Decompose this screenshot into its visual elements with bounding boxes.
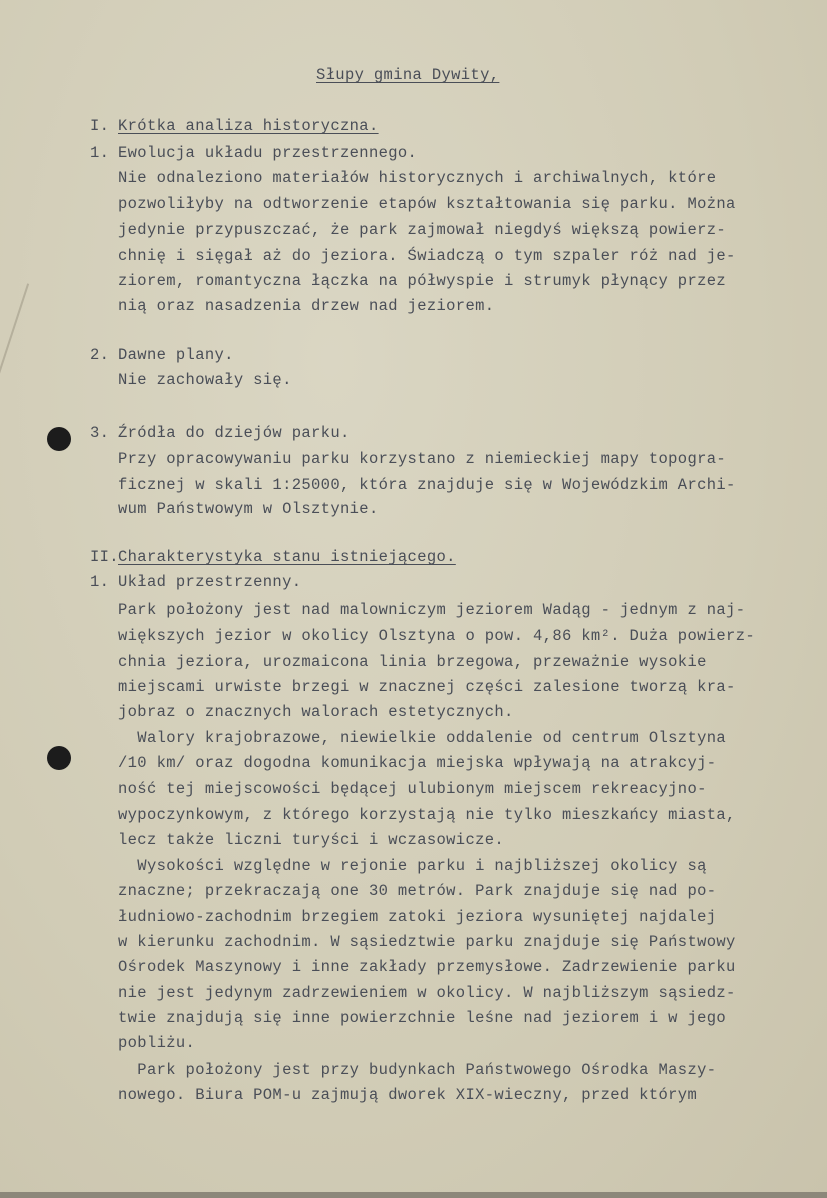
section-2-heading: Charakterystyka stanu istniejącego. <box>118 548 456 566</box>
item-1-3-number: 3. <box>90 424 110 442</box>
section-2-number: II. <box>90 548 119 566</box>
paragraph-line: Park położony jest nad malowniczym jeziorem Wadąg - jednym z naj- <box>118 601 746 619</box>
section-1-number: I. <box>90 117 110 135</box>
paragraph-line: Ośrodek Maszynowy i inne zakłady przemysłowe. Zadrzewienie parku <box>118 958 736 976</box>
item-1-1-number: 1. <box>90 144 110 162</box>
paragraph-line: wypoczynkowym, z którego korzystają nie tylko mieszkańcy miasta, <box>118 806 736 824</box>
paragraph-line: ność tej miejscowości będącej ulubionym miejscem rekreacyjno- <box>118 780 707 798</box>
paragraph-line: pobliżu. <box>118 1034 196 1052</box>
item-1-2-heading: Dawne plany. <box>118 346 234 364</box>
paragraph-line: chnia jeziora, urozmaicona linia brzegowa, przeważnie wysokie <box>118 653 707 671</box>
paragraph-line: /10 km/ oraz dogodna komunikacja miejska wpływają na atrakcyj- <box>118 754 717 772</box>
paragraph-line: nią oraz nasadzenia drzew nad jeziorem. <box>118 297 495 315</box>
paragraph-line: większych jezior w okolicy Olsztyna o pow. 4,86 km². Duża powierz- <box>118 627 755 645</box>
paragraph-line: nowego. Biura POM-u zajmują dworek XIX-wieczny, przed którym <box>118 1086 698 1104</box>
paragraph-line: jobraz o znacznych walorach estetycznych. <box>118 703 514 721</box>
paragraph-line: Nie odnaleziono materiałów historycznych i archiwalnych, które <box>118 169 717 187</box>
item-1-2-number: 2. <box>90 346 110 364</box>
page-edge <box>0 1192 827 1198</box>
paragraph-line: Przy opracowywaniu parku korzystano z niemieckiej mapy topogra- <box>118 450 727 468</box>
paper-crease <box>0 283 29 426</box>
paragraph-line: nie jest jedynym zadrzewieniem w okolicy. W najbliższym sąsiedz- <box>118 984 736 1002</box>
item-2-1-number: 1. <box>90 573 110 591</box>
section-1-heading: Krótka analiza historyczna. <box>118 117 379 135</box>
paragraph-line: Nie zachowały się. <box>118 371 292 389</box>
paragraph-line: ziorem, romantyczna łączka na półwyspie i strumyk płynący przez <box>118 272 727 290</box>
item-1-3-heading: Źródła do dziejów parku. <box>118 424 350 442</box>
paragraph-line: ficznej w skali 1:25000, która znajduje się w Wojewódzkim Archi- <box>118 476 736 494</box>
paragraph-line: Park położony jest przy budynkach Państwowego Ośrodka Maszy- <box>118 1061 717 1079</box>
paragraph-line: twie znajdują się inne powierzchnie leśne nad jeziorem i w jego <box>118 1009 727 1027</box>
document-title: Słupy gmina Dywity, <box>316 66 500 84</box>
paragraph-line: w kierunku zachodnim. W sąsiedztwie parku znajduje się Państwowy <box>118 933 736 951</box>
paragraph-line: lecz także liczni turyści i wczasowicze. <box>118 831 505 849</box>
paragraph-line: miejscami urwiste brzegi w znacznej części zalesione tworzą kra- <box>118 678 736 696</box>
paragraph-line: łudniowo-zachodnim brzegiem zatoki jeziora wysuniętej najdalej <box>118 908 717 926</box>
punch-hole-bottom <box>47 746 71 770</box>
paragraph-line: chnię i sięgał aż do jeziora. Świadczą o tym szpaler róż nad je- <box>118 247 736 265</box>
punch-hole-top <box>47 427 71 451</box>
paragraph-line: znaczne; przekraczają one 30 metrów. Park znajduje się nad po- <box>118 882 717 900</box>
paragraph-line: pozwoliłyby na odtworzenie etapów kształtowania się parku. Można <box>118 195 736 213</box>
paragraph-line: Walory krajobrazowe, niewielkie oddalenie od centrum Olsztyna <box>118 729 727 747</box>
paragraph-line: Wysokości względne w rejonie parku i najbliższej okolicy są <box>118 857 707 875</box>
item-1-1-heading: Ewolucja układu przestrzennego. <box>118 144 418 162</box>
item-2-1-heading: Układ przestrzenny. <box>118 573 302 591</box>
paragraph-line: jedynie przypuszczać, że park zajmował niegdyś większą powierz- <box>118 221 727 239</box>
paragraph-line: wum Państwowym w Olsztynie. <box>118 500 379 518</box>
